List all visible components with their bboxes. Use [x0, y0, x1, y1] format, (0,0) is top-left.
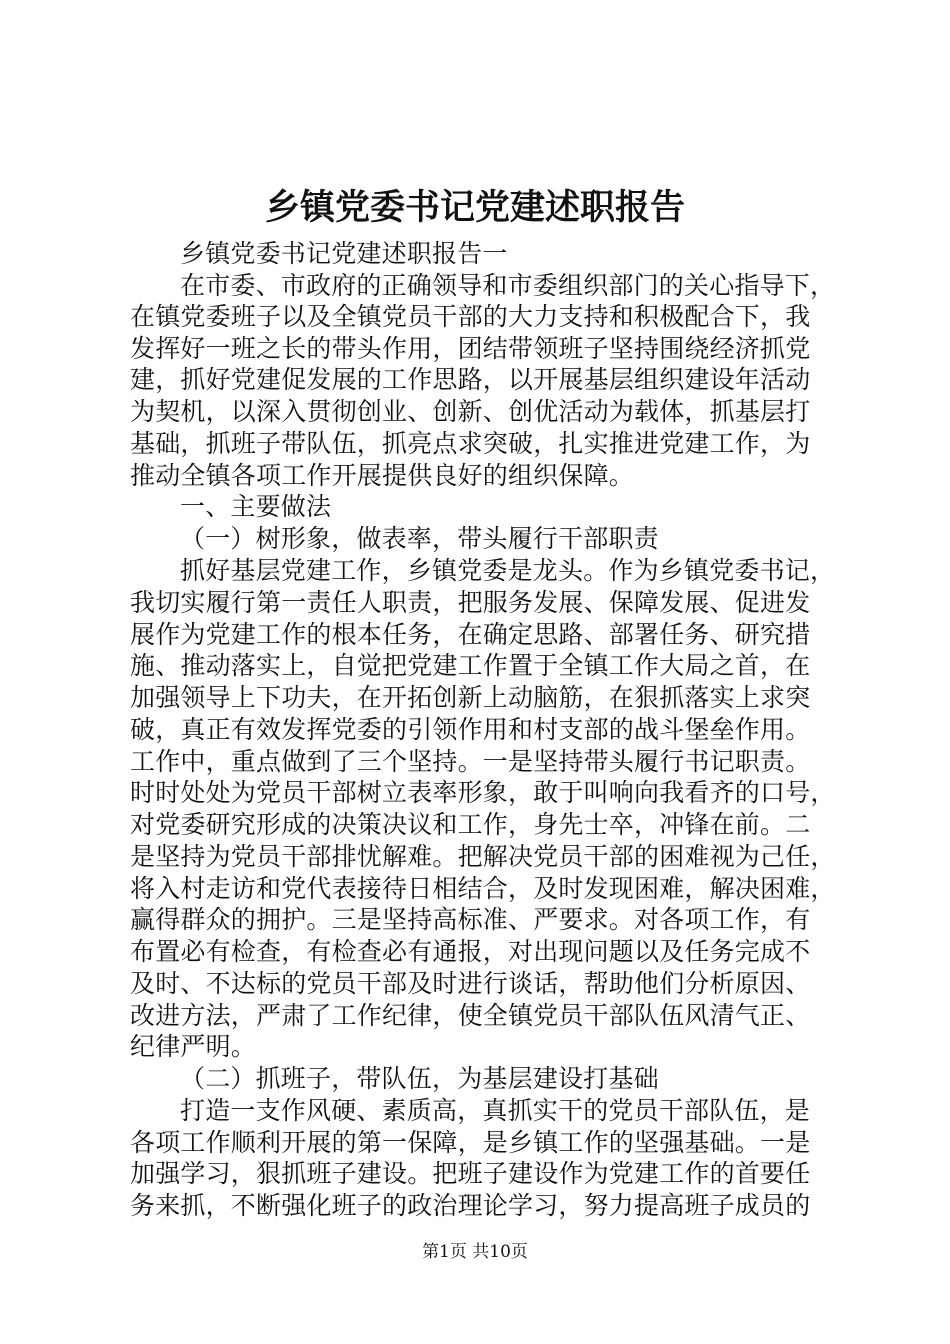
subsection-heading: （二）抓班子，带队伍，为基层建设打基础: [180, 1064, 659, 1093]
text-line: 各项工作顺利开展的第一保障，是乡镇工作的坚强基础。一是: [130, 1128, 811, 1157]
section-heading: 一、主要做法: [180, 492, 332, 521]
text-line: 施、推动落实上，自觉把党建工作置于全镇工作大局之首，在: [130, 651, 811, 680]
text-line: 布置必有检查，有检查必有通报，对出现问题以及任务完成不: [130, 937, 811, 966]
text-line: 工作中，重点做到了三个坚持。一是坚持带头履行书记职责。: [130, 747, 811, 776]
text-line: 时时处处为党员干部树立表率形象，敢于叫响向我看齐的口号，: [130, 778, 836, 807]
text-line: 加强领导上下功夫，在开拓创新上动脑筋，在狠抓落实上求突: [130, 683, 811, 712]
text-line: 发挥好一班之长的带头作用，团结带领班子坚持围绕经济抓党: [130, 334, 811, 363]
text-line: 破，真正有效发挥党委的引领作用和村支部的战斗堡垒作用。: [130, 715, 811, 744]
document-title: 乡镇党委书记党建述职报告: [264, 187, 685, 228]
text-line: 对党委研究形成的决策决议和工作，身先士卒，冲锋在前。二: [130, 810, 811, 839]
text-line: 建，抓好党建促发展的工作思路，以开展基层组织建设年活动: [130, 365, 811, 394]
subsection-heading: （一）树形象，做表率，带头履行干部职责: [180, 524, 659, 553]
text-line: 将入村走访和党代表接待日相结合，及时发现困难，解决困难，: [130, 874, 836, 903]
text-line: 在市委、市政府的正确领导和市委组织部门的关心指导下，: [180, 271, 836, 300]
text-line: 基础，抓班子带队伍，抓亮点求突破，扎实推进党建工作，为: [130, 429, 811, 458]
text-line: 加强学习，狠抓班子建设。把班子建设作为党建工作的首要任: [130, 1159, 811, 1188]
page-footer: 第1页 共10页: [422, 1242, 528, 1262]
text-line: 改进方法，严肃了工作纪律，使全镇党员干部队伍风清气正、: [130, 1001, 811, 1030]
text-line: 纪律严明。: [130, 1032, 257, 1061]
text-line: 赢得群众的拥护。三是坚持高标准、严要求。对各项工作，有: [130, 905, 811, 934]
text-line: 为契机，以深入贯彻创业、创新、创优活动为载体，抓基层打: [130, 397, 811, 426]
text-line: 在镇党委班子以及全镇党员干部的大力支持和积极配合下，我: [130, 302, 811, 331]
text-line: 我切实履行第一责任人职责，把服务发展、保障发展、促进发: [130, 588, 811, 617]
text-line: 展作为党建工作的根本任务，在确定思路、部署任务、研究措: [130, 620, 811, 649]
text-line: 抓好基层党建工作，乡镇党委是龙头。作为乡镇党委书记，: [180, 556, 836, 585]
text-line: 推动全镇各项工作开展提供良好的组织保障。: [130, 461, 635, 490]
text-line: 打造一支作风硬、素质高，真抓实干的党员干部队伍，是: [180, 1096, 811, 1125]
text-line: 务来抓，不断强化班子的政治理论学习，努力提高班子成员的: [130, 1191, 811, 1220]
text-line: 是坚持为党员干部排忧解难。把解决党员干部的困难视为己任，: [130, 842, 836, 871]
text-line: 及时、不达标的党员干部及时进行谈话，帮助他们分析原因、: [130, 969, 811, 998]
text-line: 乡镇党委书记党建述职报告一: [180, 239, 508, 268]
